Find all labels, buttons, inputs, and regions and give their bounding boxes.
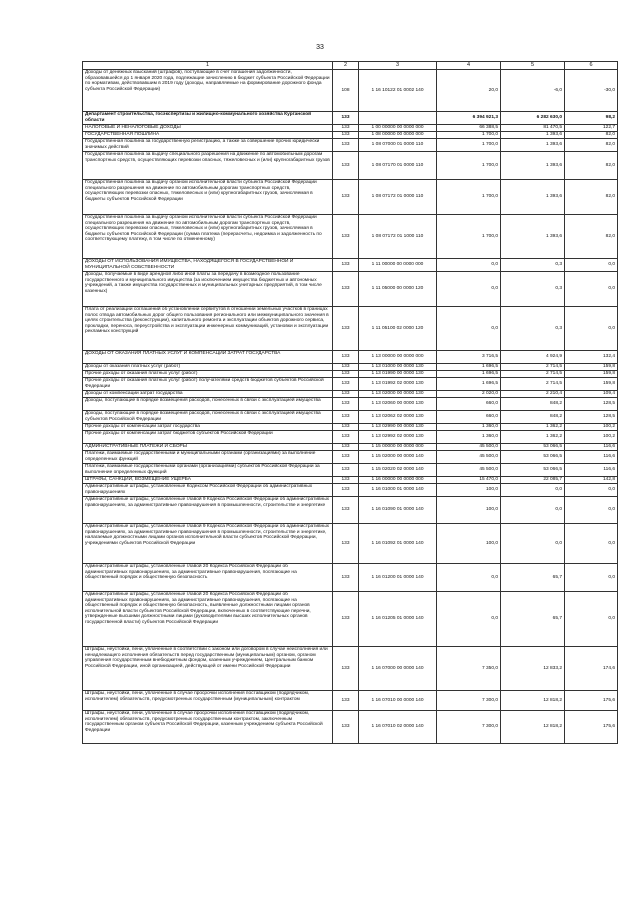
table-row <box>83 524 618 564</box>
admin-code: 133 <box>333 564 359 592</box>
percent-value: 175,6 <box>565 691 618 711</box>
actual-value: 0,0 <box>501 484 565 497</box>
plan-value: 100,0 <box>437 524 501 564</box>
row-description: Административные штрафы, установленные Кодексом Российской Федерации об административных правонарушениях <box>83 484 333 497</box>
row-description: ШТРАФЫ, САНКЦИИ, ВОЗМЕЩЕНИЕ УЩЕРБА <box>83 477 333 484</box>
plan-value: 1 700,0 <box>437 139 501 152</box>
budget-code: 1 16 10122 01 0002 140 <box>359 70 437 112</box>
budget-code: 1 08 00000 00 0000 000 <box>359 132 437 139</box>
row-description: Плата от реализации соглашений об установлении сервитутов в отношении земельных участков в границах полос отвода автомобильных дорог общего пользования регионального или межмуниципального значения в целях строительства (реконструкции), капитального ремонта и эксплуатации объектов дорожного сервиса, прокладки, переноса, переустройства и эксплуатации инженерных коммуникаций, установки и эксплуатации рекламных конструкций <box>83 307 333 351</box>
admin-code: 133 <box>333 371 359 378</box>
row-description: Государственная пошлина за государственную регистрацию, а также за совершение прочих юридически значимых действий <box>83 139 333 152</box>
table-row <box>83 431 618 444</box>
budget-code: 1 13 02000 00 0000 130 <box>359 391 437 398</box>
plan-value: 3 716,5 <box>437 351 501 364</box>
table-row <box>83 180 618 215</box>
column-header: 5 <box>501 62 565 70</box>
budget-code: 1 11 05000 00 0000 120 <box>359 272 437 307</box>
row-description: Государственная пошлина за выдачу специального разрешения на движение по автомобильным дорогам транспортных средств, осуществляющих перевозки опасных, тяжеловесных и (или) крупногабаритных грузов <box>83 152 333 180</box>
row-description: Прочие доходы от оказания платных услуг (работ) <box>83 371 333 378</box>
table-row <box>83 112 618 125</box>
actual-value: 0,0 <box>501 497 565 524</box>
table-row <box>83 364 618 371</box>
budget-code: 1 16 00000 00 0000 000 <box>359 477 437 484</box>
actual-value: 2 210,4 <box>501 391 565 398</box>
budget-code: 1 13 02062 02 0000 130 <box>359 411 437 424</box>
plan-value: 1 360,0 <box>437 424 501 431</box>
budget-code: 1 11 00000 00 0000 000 <box>359 259 437 272</box>
row-description: Доходы от денежных взысканий (штрафов), поступающие в счет погашения задолженности, образовавшейся до 1 января 2020 года, подлежащие зачислению в бюджет субъекта Российской Федерации по нормативам, действовавшим в 2019 году (доходы, направляемые на формирование дорожного фонда субъекта Российской Федерации) <box>83 70 333 112</box>
actual-value: 1 393,6 <box>501 180 565 215</box>
row-description: Платежи, взимаемые государственными органами (организациями) субъектов Российской Федерации за выполнение определенных функций <box>83 464 333 477</box>
budget-code: 1 13 02060 00 0000 130 <box>359 398 437 411</box>
table-row <box>83 139 618 152</box>
page-number: 33 <box>316 44 324 51</box>
actual-value: 12 818,2 <box>501 711 565 744</box>
row-description: Административные штрафы, установленные главой 9 Кодекса Российской Федерации об административных правонарушениях, за административные правонарушения в промышленности, строительстве и энергетике, налагаемые должностными лицами органов исполнительной власти субъектов Российской Федерации, учреждениями субъектов Российской Федерации <box>83 524 333 564</box>
plan-value: 45 500,0 <box>437 444 501 451</box>
actual-value: 22 085,7 <box>501 477 565 484</box>
plan-value: 1 700,0 <box>437 132 501 139</box>
budget-code <box>359 112 437 125</box>
percent-value: 100,2 <box>565 424 618 431</box>
table-row <box>83 411 618 424</box>
actual-value: 848,2 <box>501 398 565 411</box>
percent-value: 116,6 <box>565 444 618 451</box>
table-row <box>83 391 618 398</box>
row-description: НАЛОГОВЫЕ И НЕНАЛОГОВЫЕ ДОХОДЫ <box>83 125 333 132</box>
budget-code: 1 13 01992 02 0000 130 <box>359 378 437 391</box>
budget-code: 1 13 01000 00 0000 130 <box>359 364 437 371</box>
row-description: Штрафы, неустойки, пени, уплаченные в соответствии с законом или договором в случае неисполнения или ненадлежащего исполнения обязательств перед государственным (муниципальным) органом, органом управления государственным внебюджетным фондом, казенным учреждением, Центральным банком Российской Федерации, иной организацией, действующей от имени Российской Федерации <box>83 647 333 691</box>
actual-value: 12 833,2 <box>501 647 565 691</box>
table-row <box>83 451 618 464</box>
budget-code: 1 16 07000 00 0000 140 <box>359 647 437 691</box>
budget-code: 1 13 01990 00 0000 130 <box>359 371 437 378</box>
plan-value: 660,0 <box>437 398 501 411</box>
plan-value: 1 700,0 <box>437 180 501 215</box>
actual-value: 2 714,5 <box>501 371 565 378</box>
table-row <box>83 378 618 391</box>
percent-value: 82,0 <box>565 132 618 139</box>
row-description: ДОХОДЫ ОТ ОКАЗАНИЯ ПЛАТНЫХ УСЛУГ И КОМПЕНСАЦИИ ЗАТРАТ ГОСУДАРСТВА <box>83 351 333 364</box>
table-row <box>83 484 618 497</box>
percent-value: 100,2 <box>565 431 618 444</box>
row-description: Платежи, взимаемые государственными и муниципальными органами (организациями) за выполнение определенных функций <box>83 451 333 464</box>
plan-value: 660,0 <box>437 411 501 424</box>
admin-code: 133 <box>333 364 359 371</box>
plan-value: 1 696,5 <box>437 378 501 391</box>
budget-code: 1 08 07172 01 0000 110 <box>359 180 437 215</box>
percent-value: 0,0 <box>565 259 618 272</box>
plan-value: 6 394 921,3 <box>437 112 501 125</box>
row-description: Государственная пошлина за выдачу органом исполнительной власти субъекта Российской Федерации специального разрешения на движение по автомобильным дорогам транспортных средств, осуществляющих перевозки опасных, тяжеловесных и (или) крупногабаритных грузов, зачисляемая в бюджеты субъектов Российской Федерации <box>83 180 333 215</box>
budget-code: 1 16 01090 01 0000 140 <box>359 497 437 524</box>
plan-value: 45 500,0 <box>437 464 501 477</box>
row-description: Прочие доходы от компенсации затрат бюджетов субъектов Российской Федерации <box>83 431 333 444</box>
row-description: Штрафы, неустойки, пени, уплаченные в случае просрочки исполнения поставщиком (подрядчиком, исполнителем) обязательств, предусмотренных государственным контрактом, заключенным государственным органом субъекта Российской Федерации, казенным учреждением субъекта Российской Федерации <box>83 711 333 744</box>
admin-code: 133 <box>333 398 359 411</box>
actual-value: 1 362,2 <box>501 431 565 444</box>
admin-code: 133 <box>333 477 359 484</box>
table-row <box>83 351 618 364</box>
admin-code: 133 <box>333 139 359 152</box>
percent-value: 0,0 <box>565 564 618 592</box>
admin-code: 133 <box>333 424 359 431</box>
percent-value: 142,8 <box>565 477 618 484</box>
actual-value: 848,2 <box>501 411 565 424</box>
table-row <box>83 647 618 691</box>
budget-code: 1 08 07170 01 0000 110 <box>359 152 437 180</box>
actual-value: 1 393,6 <box>501 152 565 180</box>
admin-code: 133 <box>333 180 359 215</box>
plan-value: 20,0 <box>437 70 501 112</box>
plan-value: 1 360,0 <box>437 431 501 444</box>
table-row <box>83 132 618 139</box>
actual-value: 53 066,5 <box>501 464 565 477</box>
budget-code: 1 08 07000 01 0000 110 <box>359 139 437 152</box>
table-row <box>83 125 618 132</box>
percent-value: 159,8 <box>565 378 618 391</box>
admin-code: 133 <box>333 497 359 524</box>
percent-value: 174,6 <box>565 647 618 691</box>
budget-code: 1 08 07172 01 1000 110 <box>359 215 437 259</box>
row-description: ДОХОДЫ ОТ ИСПОЛЬЗОВАНИЯ ИМУЩЕСТВА, НАХОДЯЩЕГОСЯ В ГОСУДАРСТВЕННОЙ И МУНИЦИПАЛЬНОЙ СОБСТВЕННОСТИ <box>83 259 333 272</box>
actual-value: 0,3 <box>501 272 565 307</box>
admin-code: 133 <box>333 272 359 307</box>
percent-value: 175,6 <box>565 711 618 744</box>
row-description: Доходы от оказания платных услуг (работ) <box>83 364 333 371</box>
row-description: Департамент строительства, госэкспертизы и жилищно-коммунального хозяйства Курганской области <box>83 112 333 125</box>
actual-value: 53 066,5 <box>501 451 565 464</box>
admin-code: 133 <box>333 484 359 497</box>
percent-value: 132,4 <box>565 351 618 364</box>
plan-value: 0,0 <box>437 592 501 647</box>
actual-value: 1 362,2 <box>501 424 565 431</box>
percent-value: 116,6 <box>565 464 618 477</box>
plan-value: 66 388,5 <box>437 125 501 132</box>
table-row <box>83 497 618 524</box>
budget-code: 1 16 01000 01 0000 140 <box>359 484 437 497</box>
percent-value: 159,8 <box>565 371 618 378</box>
table-row <box>83 371 618 378</box>
table-row <box>83 307 618 351</box>
percent-value: 0,0 <box>565 524 618 564</box>
percent-value: 98,2 <box>565 112 618 125</box>
admin-code: 133 <box>333 215 359 259</box>
admin-code: 133 <box>333 378 359 391</box>
admin-code: 133 <box>333 112 359 125</box>
row-description: Штрафы, неустойки, пени, уплаченные в случае просрочки исполнения поставщиком (подрядчиком, исполнителем) обязательств, предусмотренных государственным (муниципальным) контрактом <box>83 691 333 711</box>
plan-value: 1 696,5 <box>437 364 501 371</box>
actual-value: 0,0 <box>501 524 565 564</box>
budget-code: 1 16 01205 01 0000 140 <box>359 592 437 647</box>
actual-value: 0,3 <box>501 259 565 272</box>
admin-code: 133 <box>333 451 359 464</box>
row-description: Прочие доходы от оказания платных услуг (работ) получателями средств бюджетов субъектов Российской Федерации <box>83 378 333 391</box>
admin-code: 133 <box>333 431 359 444</box>
admin-code: 133 <box>333 132 359 139</box>
table-row <box>83 272 618 307</box>
table-row <box>83 464 618 477</box>
actual-value: 6 282 630,0 <box>501 112 565 125</box>
plan-value: 0,0 <box>437 259 501 272</box>
plan-value: 7 300,0 <box>437 691 501 711</box>
budget-code: 1 13 02990 00 0000 130 <box>359 424 437 431</box>
budget-code: 1 15 02020 02 0000 140 <box>359 464 437 477</box>
table-row <box>83 70 618 112</box>
admin-code: 133 <box>333 592 359 647</box>
admin-code: 133 <box>333 464 359 477</box>
percent-value: 159,8 <box>565 364 618 371</box>
table-row <box>83 691 618 711</box>
plan-value: 7 300,0 <box>437 711 501 744</box>
column-header: 1 <box>83 62 333 70</box>
plan-value: 0,0 <box>437 564 501 592</box>
actual-value: 65,7 <box>501 592 565 647</box>
admin-code: 133 <box>333 307 359 351</box>
budget-code: 1 16 01200 01 0000 140 <box>359 564 437 592</box>
plan-value: 0,0 <box>437 272 501 307</box>
row-description: Доходы от компенсации затрат государства <box>83 391 333 398</box>
plan-value: 0,0 <box>437 307 501 351</box>
percent-value: 122,7 <box>565 125 618 132</box>
percent-value: 82,0 <box>565 215 618 259</box>
column-header: 4 <box>437 62 501 70</box>
table-row <box>83 711 618 744</box>
admin-code: 133 <box>333 351 359 364</box>
budget-code: 1 16 07010 02 0000 140 <box>359 711 437 744</box>
percent-value: 128,5 <box>565 411 618 424</box>
budget-code: 1 13 02992 02 0000 130 <box>359 431 437 444</box>
revenue-table <box>82 61 618 744</box>
budget-code: 1 15 00000 00 0000 000 <box>359 444 437 451</box>
row-description: Государственная пошлина за выдачу органом исполнительной власти субъекта Российской Федерации специального разрешения на движение по автомобильным дорогам транспортных средств, осуществляющих перевозки опасных, тяжеловесных и (или) крупногабаритных грузов, зачисляемая в бюджеты субъектов Российской Федерации (сумма платежа (перерасчеты, недоимка и задолженность по соответствующему платежу, в том числе по отмененному) <box>83 215 333 259</box>
plan-value: 45 500,0 <box>437 451 501 464</box>
table-row <box>83 259 618 272</box>
percent-value: 82,0 <box>565 139 618 152</box>
percent-value: 128,5 <box>565 398 618 411</box>
percent-value: -30,0 <box>565 70 618 112</box>
actual-value: 2 714,5 <box>501 364 565 371</box>
percent-value: 0,0 <box>565 484 618 497</box>
actual-value: 0,3 <box>501 307 565 351</box>
admin-code: 133 <box>333 259 359 272</box>
budget-code: 1 16 07010 00 0000 140 <box>359 691 437 711</box>
actual-value: 65,7 <box>501 564 565 592</box>
row-description: Доходы, поступающие в порядке возмещения расходов, понесенных в связи с эксплуатацией имущества субъектов Российской Федерации <box>83 411 333 424</box>
admin-code: 133 <box>333 691 359 711</box>
percent-value: 0,0 <box>565 592 618 647</box>
budget-code: 1 00 00000 00 0000 000 <box>359 125 437 132</box>
column-header-row <box>83 62 618 70</box>
table-row <box>83 398 618 411</box>
column-header: 2 <box>333 62 359 70</box>
budget-code: 1 16 01092 01 0000 140 <box>359 524 437 564</box>
table-row <box>83 424 618 431</box>
row-description: Доходы, получаемые в виде арендной либо иной платы за передачу в возмездное пользование государственного и муниципального имущества (за исключением имущества бюджетных и автономных учреждений, а также имущества государственных и муниципальных унитарных предприятий, в том числе казенных) <box>83 272 333 307</box>
actual-value: 1 393,6 <box>501 139 565 152</box>
admin-code: 133 <box>333 411 359 424</box>
actual-value: 81 470,5 <box>501 125 565 132</box>
actual-value: 1 393,6 <box>501 215 565 259</box>
admin-code: 133 <box>333 524 359 564</box>
table-row <box>83 564 618 592</box>
plan-value: 100,0 <box>437 484 501 497</box>
percent-value: 82,0 <box>565 180 618 215</box>
actual-value: 53 066,5 <box>501 444 565 451</box>
budget-code: 1 13 00000 00 0000 000 <box>359 351 437 364</box>
admin-code: 133 <box>333 152 359 180</box>
table-row <box>83 592 618 647</box>
table-row <box>83 444 618 451</box>
actual-value: 2 714,5 <box>501 378 565 391</box>
row-description: Административные штрафы, установленные главой 20 Кодекса Российской Федерации об административных правонарушениях, за административные правонарушения, посягающие на общественный порядок и общественную безопасность <box>83 564 333 592</box>
table-row <box>83 477 618 484</box>
row-description: АДМИНИСТРАТИВНЫЕ ПЛАТЕЖИ И СБОРЫ <box>83 444 333 451</box>
actual-value: 1 393,6 <box>501 132 565 139</box>
plan-value: 1 700,0 <box>437 152 501 180</box>
budget-code: 1 15 02000 00 0000 140 <box>359 451 437 464</box>
admin-code: 133 <box>333 391 359 398</box>
percent-value: 116,6 <box>565 451 618 464</box>
admin-code: 133 <box>333 125 359 132</box>
row-description: Административные штрафы, установленные главой 20 Кодекса Российской Федерации об административных правонарушениях, за административные правонарушения, посягающие на общественный порядок и общественную безопасность, выявленные должностными лицами органов исполнительной власти субъектов Российской Федерации, включенных в соответствующие перечни, утвержденные высшими должностными лицами (руководителями высших исполнительных органов государственной власти) субъектов Российской Федерации <box>83 592 333 647</box>
actual-value: 4 924,9 <box>501 351 565 364</box>
plan-value: 7 350,0 <box>437 647 501 691</box>
plan-value: 15 470,0 <box>437 477 501 484</box>
actual-value: -6,0 <box>501 70 565 112</box>
admin-code: 133 <box>333 647 359 691</box>
percent-value: 0,0 <box>565 497 618 524</box>
table-row <box>83 215 618 259</box>
row-description: Прочие доходы от компенсации затрат государства <box>83 424 333 431</box>
plan-value: 1 700,0 <box>437 215 501 259</box>
column-header: 6 <box>565 62 618 70</box>
percent-value: 109,4 <box>565 391 618 398</box>
table-row <box>83 152 618 180</box>
plan-value: 2 020,0 <box>437 391 501 398</box>
row-description: ГОСУДАРСТВЕННАЯ ПОШЛИНА <box>83 132 333 139</box>
plan-value: 1 696,5 <box>437 371 501 378</box>
admin-code: 133 <box>333 711 359 744</box>
percent-value: 82,0 <box>565 152 618 180</box>
row-description: Административные штрафы, установленные главой 9 Кодекса Российской Федерации об административных правонарушениях, за административные правонарушения в промышленности, строительстве и энергетике <box>83 497 333 524</box>
admin-code: 108 <box>333 70 359 112</box>
plan-value: 100,0 <box>437 497 501 524</box>
row-description: Доходы, поступающие в порядке возмещения расходов, понесенных в связи с эксплуатацией имущества <box>83 398 333 411</box>
actual-value: 12 818,2 <box>501 691 565 711</box>
percent-value: 0,0 <box>565 307 618 351</box>
budget-code: 1 11 05100 02 0000 120 <box>359 307 437 351</box>
admin-code: 133 <box>333 444 359 451</box>
percent-value: 0,0 <box>565 272 618 307</box>
column-header: 3 <box>359 62 437 70</box>
